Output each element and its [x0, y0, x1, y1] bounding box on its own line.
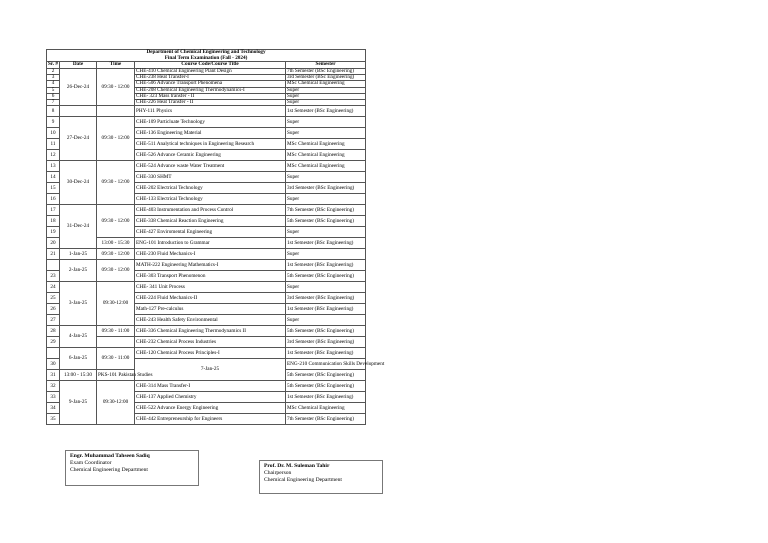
course-cell: PKS-101 Pakistan Studies	[97, 370, 135, 381]
sr-cell: 9	[47, 117, 60, 128]
semester-cell: Super	[286, 100, 366, 106]
course-cell: CHE- 323 Mass transfer - II	[135, 93, 286, 99]
course-cell: CHE-314 Mass Transfer-I	[135, 381, 286, 392]
course-cell: CHE-136 Engineering Material	[135, 128, 286, 139]
course-cell: ENG-101 Introduction to Grammar	[135, 238, 286, 249]
course-cell: CHE-410 Chemical Engineering Plant Design	[135, 69, 286, 75]
sr-cell: 30	[47, 359, 60, 370]
course-cell: CHE-230 Fluid Mechanics-I	[135, 249, 286, 260]
semester-cell: 5th Semester (BSc Engineering)	[286, 271, 366, 282]
semester-cell: Super	[286, 282, 366, 293]
sr-cell: 17	[47, 205, 60, 216]
sr-cell: 29	[47, 337, 60, 348]
semester-cell: 3rd Semester (BSc Engineering)	[286, 293, 366, 304]
date-cell: 26-Dec-24	[60, 69, 97, 106]
sr-cell	[47, 260, 60, 271]
coordinator-name: Engr. Muhammad Tahseen Sadiq	[70, 453, 150, 459]
course-cell: CHE-506 Advance Transport Phenomena	[135, 81, 286, 87]
sr-cell: 28	[47, 326, 60, 337]
sr-cell: 31	[47, 370, 60, 381]
course-cell: CHE-427 Enviromental Engineering	[135, 227, 286, 238]
time-cell: 09:30 - 12:00	[97, 260, 135, 282]
date-cell: 31-Dec-24	[60, 205, 97, 249]
semester-cell: Super	[286, 87, 366, 93]
table-row	[47, 106, 366, 117]
sr-cell: 25	[47, 293, 60, 304]
course-cell: CHE- 341 Unit Process	[135, 282, 286, 293]
time-cell: 09:30-12:00	[97, 381, 135, 425]
course-cell: CHE-403 Instrumentation and Process Control	[135, 205, 286, 216]
semester-cell: Super	[286, 117, 366, 128]
coordinator-dept: Chemical Engineering Department	[70, 467, 148, 473]
course-cell: CHE-303 Transport Phenomenon	[135, 271, 286, 282]
semester-cell: MSc Chemical Engineering	[286, 161, 366, 172]
col-date: Date	[60, 62, 97, 69]
sr-cell: 12	[47, 150, 60, 161]
course-cell: CHE-330 SHMT	[135, 172, 286, 183]
semester-cell: 5th Semester (BSc Engineering)	[286, 381, 366, 392]
time-cell: 09:30 - 12:00	[97, 69, 135, 106]
col-sr: Sr. #	[48, 61, 58, 68]
date-cell: 2-Jan-25	[60, 260, 97, 282]
sr-cell: 23	[47, 271, 60, 282]
course-cell: CHE-522 Advance Energy Engineering	[135, 403, 286, 414]
semester-cell: 3rd Semester (BSc Engineering)	[286, 183, 366, 194]
time-cell: 09:30 - 12:00	[97, 117, 135, 161]
sr-cell: 13	[47, 161, 60, 172]
exam-schedule-table	[46, 49, 385, 425]
course-cell: MATH-222 Engineering Mathematics-I	[135, 260, 286, 271]
course-cell: CHE-109 Particluate Technology	[135, 117, 286, 128]
sr-cell: 24	[47, 282, 60, 293]
sr-cell: 33	[47, 392, 60, 403]
course-cell: CHE-137 Applied Chemistry	[135, 392, 286, 403]
table-row	[47, 326, 366, 337]
semester-cell: MSc Chemical Engineering	[286, 403, 366, 414]
table-row	[47, 348, 366, 359]
course-cell: CHE-120 Chemical Process Principles-I	[135, 348, 286, 359]
chairperson-role: Chairperson	[264, 470, 292, 476]
sr-cell: 2	[47, 69, 60, 75]
time-cell: 09:30-12:00	[97, 282, 135, 326]
table-row	[47, 381, 366, 392]
course-cell: CHE-524 Advance waste Water Treatment	[135, 161, 286, 172]
course-cell: CHE-133 Electrical Technology	[135, 194, 286, 205]
semester-cell: 1st Semester (BSc Engineering)	[286, 392, 366, 403]
semester-cell: 1st Semester (BSc Engineering)	[286, 260, 366, 271]
sr-cell: 19	[47, 227, 60, 238]
schedule-rows	[47, 68, 385, 425]
date-cell: 9-Jan-25	[60, 381, 97, 425]
course-cell: CHE-202 Electrical Technology	[135, 183, 286, 194]
sr-cell: 4	[47, 81, 60, 87]
sr-cell: 14	[47, 172, 60, 183]
department-title: Department of Chemical Engineering and Technology	[47, 50, 366, 56]
sr-cell: 27	[47, 315, 60, 326]
table-row	[47, 249, 366, 260]
col-course: Course Code/Course Title	[135, 62, 286, 69]
course-cell: CHE-243 Health Safety Environmental	[135, 315, 286, 326]
course-cell: CHE-238 Heat Transfer-I	[135, 75, 286, 81]
semester-cell: 1st Semester (BSc Engineering)	[286, 106, 366, 117]
date-cell: 30-Dec-24	[60, 161, 97, 205]
chairperson-dept: Chemical Engineering Department	[264, 477, 342, 483]
course-cell: CHE-336 Chemical Engineering Thermodynamics II	[135, 326, 286, 337]
semester-cell: 7th Semester (BSc Engineering)	[286, 414, 366, 425]
sr-cell: 11	[47, 139, 60, 150]
date-cell: 3-Jan-25	[60, 282, 97, 326]
time-cell	[97, 337, 135, 348]
semester-cell: Super	[286, 128, 366, 139]
time-cell: 09:30 - 12:00	[97, 205, 135, 238]
time-cell: 09:30 - 11:00	[97, 348, 135, 370]
exam-title: Final Term Examination (Fall - 2024)	[47, 56, 366, 62]
date-cell: 4-Jan-25	[60, 326, 97, 348]
semester-cell: 5th Semester (BSc Engineering)	[286, 216, 366, 227]
semester-cell: Super	[286, 93, 366, 99]
semester-cell: 3rd Semester (BSc Engineering)	[286, 337, 366, 348]
sr-cell: 8	[47, 106, 60, 117]
date-cell: 6-Jan-25	[60, 348, 97, 370]
course-cell: Math-127 Pre-calculus	[135, 304, 286, 315]
sr-cell: 35	[47, 414, 60, 425]
sr-cell: 15	[47, 183, 60, 194]
date-cell: 1-Jan-25	[60, 249, 97, 260]
semester-cell: 1st Semester (BSc Engineering)	[286, 238, 366, 249]
time-cell: 09:30 - 12:00	[97, 249, 135, 260]
time-cell: 09:30 - 12:00	[97, 161, 135, 205]
course-cell: CHE-338 Chemical Reaction Engineering	[135, 216, 286, 227]
time-cell: 13:00 - 15:30	[60, 370, 97, 381]
semester-cell: 5th Semester (BSc Engineering)	[286, 370, 366, 381]
semester-cell: MSc Chemical Engineering	[286, 150, 366, 161]
coordinator-role: Exam Coordinator	[70, 460, 112, 466]
course-cell: CHE-224 Fluid Mechanics-II	[135, 293, 286, 304]
course-cell: CHE-208 Chemical Engineering Thermodynamics-I	[135, 87, 286, 93]
sr-cell: 5	[47, 87, 60, 93]
semester-cell: 3rd Semester (BSc Engineering)	[286, 75, 366, 81]
semester-cell: MSc Chemical Engineering	[286, 81, 366, 87]
time-cell: 13:00 - 15:30	[97, 238, 135, 249]
time-cell: 09:30 - 11:00	[97, 326, 135, 337]
table-row	[47, 161, 366, 172]
sr-cell: 20	[47, 238, 60, 249]
date-cell: 7-Jan-25	[135, 359, 286, 381]
table-row	[47, 260, 366, 271]
table-row	[47, 205, 366, 216]
course-cell: CHE-442 Entrepreneurship for Engineers	[135, 414, 286, 425]
semester-cell: Super	[286, 194, 366, 205]
sr-cell: 16	[47, 194, 60, 205]
semester-cell: 1st Semester (BSc Engineering)	[286, 348, 366, 359]
date-cell	[60, 106, 97, 117]
col-time: Time	[97, 62, 135, 69]
course-cell: CHE-511 Analytical techniques in Engineering Research	[135, 139, 286, 150]
semester-cell: 7th Semester (BSc Engineering)	[286, 205, 366, 216]
sr-cell: 6	[47, 93, 60, 99]
course-cell: CHE-526 Advance Ceramic Engineering	[135, 150, 286, 161]
semester-cell: 5th Semester (BSc Engineering)	[286, 326, 366, 337]
sr-cell: 10	[47, 128, 60, 139]
semester-cell: Super	[286, 227, 366, 238]
time-cell	[97, 106, 135, 117]
course-cell: CHE-232 Chemical Process Industries	[135, 337, 286, 348]
signature-box-chairperson	[259, 460, 383, 494]
semester-cell: MSc Chemical Engineering	[286, 139, 366, 150]
semester-cell: Super	[286, 172, 366, 183]
col-semester: Semester	[286, 62, 366, 69]
sr-cell: 21	[47, 249, 60, 260]
sr-cell: 3	[47, 75, 60, 81]
sr-cell: 26	[47, 304, 60, 315]
date-cell: 27-Dec-24	[60, 117, 97, 161]
table-row	[47, 282, 366, 293]
semester-cell: 7th Semester (BSc Engineering)	[286, 69, 366, 75]
signature-box-coordinator	[65, 450, 199, 486]
semester-cell: Super	[286, 249, 366, 260]
sr-cell: 18	[47, 216, 60, 227]
semester-cell: Super	[286, 315, 366, 326]
sr-cell	[47, 348, 60, 359]
sr-cell: 34	[47, 403, 60, 414]
table-row	[47, 117, 366, 128]
course-cell: ENG-210 Communication Skills Development	[286, 359, 366, 370]
chairperson-name: Prof. Dr. M. Suleman Tahir	[264, 463, 330, 469]
course-cell: PHY-111 Physics	[135, 106, 286, 117]
semester-cell: 1st Semester (BSc Engineering)	[286, 304, 366, 315]
sr-cell: 7	[47, 100, 60, 106]
sr-cell: 32	[47, 381, 60, 392]
course-cell: CHE-226 Heat Transfer - II	[135, 100, 286, 106]
